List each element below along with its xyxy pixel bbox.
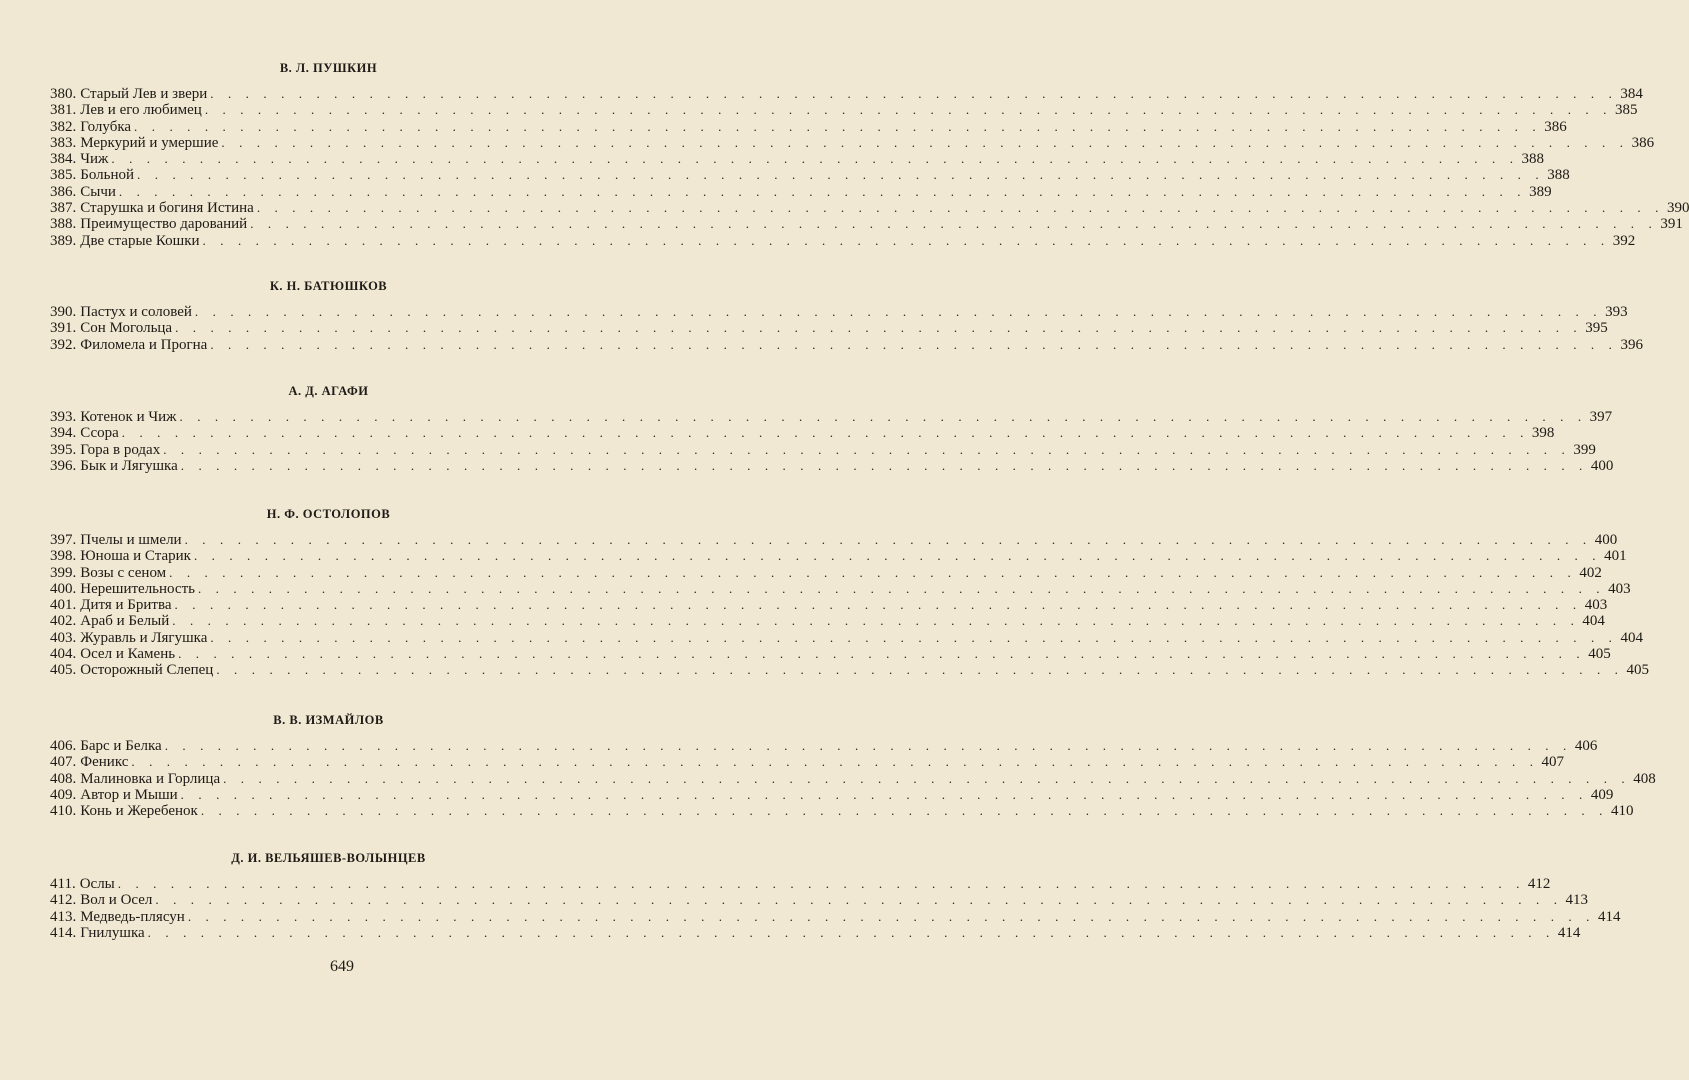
entry-title: Конь и Жеребенок xyxy=(80,803,198,820)
toc-entry xyxy=(50,738,1598,754)
author-section xyxy=(50,58,1689,249)
entry-page: 404 xyxy=(1582,613,1605,630)
toc-entry xyxy=(50,924,1581,941)
entry-page: 403 xyxy=(1584,597,1608,614)
entry-title: Бык и Лягушка xyxy=(80,457,178,474)
dot-leader: . . . . . . . . . . . . . . . . . . . . . . . . . . . . . . . . . . . . . . . . . . . . . . . . . . . . . . . . . . . . . . . . . . . . . . . . . . . . . . . . xyxy=(187,908,1595,924)
entry-number: 400. xyxy=(50,580,77,597)
dot-leader: . . . . . . . . . . . . . . . . . . . . . . . . . . . . . . . . . . . . . . . . . . . . . . . . . . . . . . . . . . . . . . . . . . . . . . . . . . . . . . . . xyxy=(221,134,1629,150)
entry-title: Меркурий и умершие xyxy=(80,134,219,151)
entry-page: 392 xyxy=(1612,232,1636,249)
dot-leader: . . . . . . . . . . . . . . . . . . . . . . . . . . . . . . . . . . . . . . . . . . . . . . . . . . . . . . . . . . . . . . . . . . . . . . . . . . . . . . . . xyxy=(111,151,1519,167)
entry-number: 407. xyxy=(50,754,77,771)
dot-leader: . . . . . . . . . . . . . . . . . . . . . . . . . . . . . . . . . . . . . . . . . . . . . . . . . . . . . . . . . . . . . . . . . . . . . . . . . . . . . . . . xyxy=(179,409,1587,424)
entry-page: 386 xyxy=(1631,134,1655,151)
entry-page: 386 xyxy=(1544,118,1567,135)
dot-leader: . . . . . . . . . . . . . . . . . . . . . . . . . . . . . . . . . . . . . . . . . . . . . . . . . . . . . . . . . . . . . . . . . . . . . . . . . . . . . . . . xyxy=(210,629,1618,645)
entry-page: 413 xyxy=(1565,892,1589,909)
dot-leader: . . . . . . . . . . . . . . . . . . . . . . . . . . . . . . . . . . . . . . . . . . . . . . . . . . . . . . . . . . . . . . . . . . . . . . . . . . . . . . . . xyxy=(202,232,1610,248)
dot-leader: . . . . . . . . . . . . . . . . . . . . . . . . . . . . . . . . . . . . . . . . . . . . . . . . . . . . . . . . . . . . . . . . . . . . . . . . . . . . . . . . xyxy=(250,216,1658,232)
toc-entry xyxy=(50,892,1589,909)
entry-title: Котенок и Чиж xyxy=(80,409,177,425)
toc-entry xyxy=(50,908,1621,925)
entry-number: 385. xyxy=(50,167,77,184)
entry-title: Лев и его любимец xyxy=(80,102,202,119)
entry-page: 389 xyxy=(1529,183,1552,200)
dot-leader: . . . . . . . . . . . . . . . . . . . . . . . . . . . . . . . . . . . . . . . . . . . . . . . . . . . . . . . . . . . . . . . . . . . . . . . . . . . . . . . . xyxy=(194,304,1603,319)
entry-title: Старушка и богиня Истина xyxy=(80,200,254,217)
toc-entry xyxy=(50,409,1613,425)
entry-number: 395. xyxy=(50,441,77,458)
author-heading: В. В. ИЗМАЙЛОВ xyxy=(273,713,384,727)
entry-page: 414 xyxy=(1597,908,1621,925)
dot-leader: . . . . . . . . . . . . . . . . . . . . . . . . . . . . . . . . . . . . . . . . . . . . . . . . . . . . . . . . . . . . . . . . . . . . . . . . . . . . . . . . xyxy=(172,613,1580,629)
entry-page: 388 xyxy=(1547,167,1570,184)
dot-leader: . . . . . . . . . . . . . . . . . . . . . . . . . . . . . . . . . . . . . . . . . . . . . . . . . . . . . . . . . . . . . . . . . . . . . . . . . . . . . . . . xyxy=(137,167,1545,183)
entry-title: Две старые Кошки xyxy=(80,232,200,249)
toc-entry xyxy=(50,216,1683,233)
author-section xyxy=(50,848,1621,941)
dot-leader: . . . . . . . . . . . . . . . . . . . . . . . . . . . . . . . . . . . . . . . . . . . . . . . . . . . . . . . . . . . . . . . . . . . . . . . . . . . . . . . . xyxy=(147,924,1555,940)
toc-entry xyxy=(50,118,1567,135)
entry-number: 398. xyxy=(50,548,77,565)
entry-page: 393 xyxy=(1605,304,1628,320)
entry-number: 391. xyxy=(50,320,77,337)
toc-entry xyxy=(50,232,1636,249)
entry-number: 404. xyxy=(50,646,77,663)
entry-page: 391 xyxy=(1660,216,1683,233)
entry-title: Ссора xyxy=(80,425,119,442)
toc-entry xyxy=(50,613,1605,630)
entry-number: 394. xyxy=(50,425,77,442)
toc-entry xyxy=(50,803,1634,820)
dot-leader: . . . . . . . . . . . . . . . . . . . . . . . . . . . . . . . . . . . . . . . . . . . . . . . . . . . . . . . . . . . . . . . . . . . . . . . . . . . . . . . . xyxy=(204,102,1612,118)
entry-page: 384 xyxy=(1620,86,1643,102)
toc-entry xyxy=(50,86,1643,102)
toc-entry xyxy=(50,597,1608,614)
entry-page: 404 xyxy=(1620,629,1644,646)
dot-leader: . . . . . . . . . . . . . . . . . . . . . . . . . . . . . . . . . . . . . . . . . . . . . . . . . . . . . . . . . . . . . . . . . . . . . . . . . . . . . . . . xyxy=(216,662,1624,678)
dot-leader: . . . . . . . . . . . . . . . . . . . . . . . . . . . . . . . . . . . . . . . . . . . . . . . . . . . . . . . . . . . . . . . . . . . . . . . . . . . . . . . . xyxy=(193,548,1602,564)
dot-leader: . . . . . . . . . . . . . . . . . . . . . . . . . . . . . . . . . . . . . . . . . . . . . . . . . . . . . . . . . . . . . . . . . . . . . . . . . . . . . . . . xyxy=(117,876,1525,891)
entry-title: Пчелы и шмели xyxy=(80,532,182,548)
author-section xyxy=(50,710,1656,820)
entry-page: 395 xyxy=(1585,320,1608,337)
toc-entry xyxy=(50,564,1602,581)
entry-number: 396. xyxy=(50,457,77,474)
entry-title: Пастух и соловей xyxy=(80,304,192,320)
entry-number: 414. xyxy=(50,924,77,941)
dot-leader: . . . . . . . . . . . . . . . . . . . . . . . . . . . . . . . . . . . . . . . . . . . . . . . . . . . . . . . . . . . . . . . . . . . . . . . . . . . . . . . . xyxy=(184,532,1592,547)
entry-number: 399. xyxy=(50,564,77,581)
dot-leader: . . . . . . . . . . . . . . . . . . . . . . . . . . . . . . . . . . . . . . . . . . . . . . . . . . . . . . . . . . . . . . . . . . . . . . . . . . . . . . . . xyxy=(175,320,1583,336)
dot-leader: . . . . . . . . . . . . . . . . . . . . . . . . . . . . . . . . . . . . . . . . . . . . . . . . . . . . . . . . . . . . . . . . . . . . . . . . . . . . . . . . xyxy=(163,441,1571,457)
entry-page: 400 xyxy=(1590,457,1614,474)
dot-leader: . . . . . . . . . . . . . . . . . . . . . . . . . . . . . . . . . . . . . . . . . . . . . . . . . . . . . . . . . . . . . . . . . . . . . . . . . . . . . . . . xyxy=(223,770,1631,786)
entry-title: Гнилушка xyxy=(80,924,145,941)
entry-page: 399 xyxy=(1573,441,1596,458)
dot-leader: . . . . . . . . . . . . . . . . . . . . . . . . . . . . . . . . . . . . . . . . . . . . . . . . . . . . . . . . . . . . . . . . . . . . . . . . . . . . . . . . xyxy=(118,183,1527,199)
toc-entry xyxy=(50,336,1643,353)
dot-leader: . . . . . . . . . . . . . . . . . . . . . . . . . . . . . . . . . . . . . . . . . . . . . . . . . . . . . . . . . . . . . . . . . . . . . . . . . . . . . . . . xyxy=(180,786,1588,802)
dot-leader: . . . . . . . . . . . . . . . . . . . . . . . . . . . . . . . . . . . . . . . . . . . . . . . . . . . . . . . . . . . . . . . . . . . . . . . . . . . . . . . . xyxy=(200,803,1608,819)
entry-number: 382. xyxy=(50,118,77,135)
entry-number: 408. xyxy=(50,770,77,787)
entry-title: Юноша и Старик xyxy=(80,548,191,565)
entry-page: 390 xyxy=(1666,200,1689,217)
entry-title: Феникс xyxy=(80,754,129,771)
entry-title: Араб и Белый xyxy=(80,613,170,630)
entry-page: 401 xyxy=(1604,548,1627,565)
entry-page: 408 xyxy=(1633,770,1656,787)
toc-entry xyxy=(50,548,1627,565)
toc-entry xyxy=(50,425,1555,442)
entry-number: 411. xyxy=(50,876,76,892)
entry-number: 402. xyxy=(50,613,77,630)
dot-leader: . . . . . . . . . . . . . . . . . . . . . . . . . . . . . . . . . . . . . . . . . . . . . . . . . . . . . . . . . . . . . . . . . . . . . . . . . . . . . . . . xyxy=(155,892,1563,908)
entry-page: 400 xyxy=(1594,532,1618,548)
entry-page: 388 xyxy=(1521,151,1545,168)
entry-number: 381. xyxy=(50,102,77,119)
entry-title: Сычи xyxy=(80,183,116,200)
dot-leader: . . . . . . . . . . . . . . . . . . . . . . . . . . . . . . . . . . . . . . . . . . . . . . . . . . . . . . . . . . . . . . . . . . . . . . . . . . . . . . . . xyxy=(197,580,1606,596)
entry-number: 387. xyxy=(50,200,77,217)
entry-title: Возы с сеном xyxy=(80,564,167,581)
entry-number: 412. xyxy=(50,892,77,909)
toc-entry xyxy=(50,662,1649,679)
entry-title: Осел и Камень xyxy=(80,646,176,663)
entry-title: Ослы xyxy=(79,876,115,892)
author-heading: К. Н. БАТЮШКОВ xyxy=(269,279,388,293)
entry-title: Автор и Мыши xyxy=(80,786,178,803)
entry-number: 409. xyxy=(50,786,77,803)
dot-leader: . . . . . . . . . . . . . . . . . . . . . . . . . . . . . . . . . . . . . . . . . . . . . . . . . . . . . . . . . . . . . . . . . . . . . . . . . . . . . . . . xyxy=(121,425,1529,441)
entry-number: 401. xyxy=(50,597,77,614)
toc-entry xyxy=(50,646,1611,663)
toc-entry xyxy=(50,532,1618,548)
toc-entry xyxy=(50,151,1545,168)
author-section xyxy=(50,276,1643,353)
entry-number: 393. xyxy=(50,409,77,425)
entry-title: Малиновка и Горлица xyxy=(80,770,221,787)
entry-number: 413. xyxy=(50,908,77,925)
author-heading: Н. Ф. ОСТОЛОПОВ xyxy=(266,507,391,521)
entry-title: Барс и Белка xyxy=(80,738,162,754)
dot-leader: . . . . . . . . . . . . . . . . . . . . . . . . . . . . . . . . . . . . . . . . . . . . . . . . . . . . . . . . . . . . . . . . . . . . . . . . . . . . . . . . xyxy=(164,738,1572,753)
dot-leader: . . . . . . . . . . . . . . . . . . . . . . . . . . . . . . . . . . . . . . . . . . . . . . . . . . . . . . . . . . . . . . . . . . . . . . . . . . . . . . . . xyxy=(210,86,1618,101)
entry-title: Сон Могольца xyxy=(80,320,173,337)
entry-title: Чиж xyxy=(80,151,109,168)
entry-title: Филомела и Прогна xyxy=(80,336,208,353)
toc-entry xyxy=(50,580,1631,597)
toc-entry xyxy=(50,770,1656,787)
entry-page: 403 xyxy=(1608,580,1631,597)
author-heading: А. Д. АГАФИ xyxy=(288,384,369,398)
entry-title: Журавль и Лягушка xyxy=(80,629,208,646)
entry-title: Нерешительность xyxy=(80,580,195,597)
entry-number: 406. xyxy=(50,738,77,754)
entry-title: Гора в родах xyxy=(80,441,161,458)
entry-title: Вол и Осел xyxy=(80,892,153,909)
entry-page: 412 xyxy=(1527,876,1551,892)
entry-number: 388. xyxy=(50,216,77,233)
entry-title: Осторожный Слепец xyxy=(80,662,214,679)
author-heading: Д. И. ВЕЛЬЯШЕВ-ВОЛЫНЦЕВ xyxy=(231,851,426,865)
entry-number: 390. xyxy=(50,304,77,320)
entry-page: 402 xyxy=(1579,564,1602,581)
author-section xyxy=(50,504,1649,679)
toc-entry xyxy=(50,441,1596,458)
entry-page: 409 xyxy=(1590,786,1614,803)
entry-title: Старый Лев и звери xyxy=(80,86,208,102)
toc-entry xyxy=(50,876,1551,892)
entry-page: 410 xyxy=(1610,803,1634,820)
entry-number: 386. xyxy=(50,183,77,200)
author-heading: В. Л. ПУШКИН xyxy=(279,61,378,75)
entry-page: 405 xyxy=(1626,662,1649,679)
entry-number: 405. xyxy=(50,662,77,679)
page-number: 649 xyxy=(330,958,354,975)
entry-page: 405 xyxy=(1588,646,1611,663)
entry-title: Медведь-плясун xyxy=(80,908,185,925)
author-section xyxy=(50,381,1614,474)
toc-entry xyxy=(50,200,1689,217)
dot-leader: . . . . . . . . . . . . . . . . . . . . . . . . . . . . . . . . . . . . . . . . . . . . . . . . . . . . . . . . . . . . . . . . . . . . . . . . . . . . . . . . xyxy=(134,118,1542,134)
entry-page: 398 xyxy=(1531,425,1555,442)
dot-leader: . . . . . . . . . . . . . . . . . . . . . . . . . . . . . . . . . . . . . . . . . . . . . . . . . . . . . . . . . . . . . . . . . . . . . . . . . . . . . . . . xyxy=(256,200,1664,216)
entry-page: 397 xyxy=(1589,409,1613,425)
toc-entry xyxy=(50,320,1608,337)
entry-page: 414 xyxy=(1557,924,1581,941)
toc-entry xyxy=(50,167,1570,184)
dot-leader: . . . . . . . . . . . . . . . . . . . . . . . . . . . . . . . . . . . . . . . . . . . . . . . . . . . . . . . . . . . . . . . . . . . . . . . . . . . . . . . . xyxy=(180,457,1588,473)
entry-page: 385 xyxy=(1614,102,1638,119)
toc-entry xyxy=(50,629,1644,646)
dot-leader: . . . . . . . . . . . . . . . . . . . . . . . . . . . . . . . . . . . . . . . . . . . . . . . . . . . . . . . . . . . . . . . . . . . . . . . . . . . . . . . . xyxy=(178,646,1586,662)
entry-page: 396 xyxy=(1620,336,1643,353)
entry-title: Преимущество дарований xyxy=(80,216,248,233)
toc-entry xyxy=(50,754,1565,771)
toc-entry xyxy=(50,134,1655,151)
dot-leader: . . . . . . . . . . . . . . . . . . . . . . . . . . . . . . . . . . . . . . . . . . . . . . . . . . . . . . . . . . . . . . . . . . . . . . . . . . . . . . . . xyxy=(174,597,1582,613)
entry-number: 389. xyxy=(50,232,77,249)
entry-number: 403. xyxy=(50,629,77,646)
entry-number: 410. xyxy=(50,803,77,820)
toc-entry xyxy=(50,304,1628,320)
toc-entry xyxy=(50,102,1638,119)
entry-page: 407 xyxy=(1541,754,1565,771)
entry-number: 380. xyxy=(50,86,77,102)
entry-title: Голубка xyxy=(80,118,132,135)
entry-number: 383. xyxy=(50,134,77,151)
entry-title: Больной xyxy=(80,167,135,184)
entry-number: 384. xyxy=(50,151,77,168)
toc-entry xyxy=(50,457,1614,474)
dot-leader: . . . . . . . . . . . . . . . . . . . . . . . . . . . . . . . . . . . . . . . . . . . . . . . . . . . . . . . . . . . . . . . . . . . . . . . . . . . . . . . . xyxy=(210,336,1618,352)
toc-entry xyxy=(50,183,1552,200)
entry-number: 397. xyxy=(50,532,77,548)
dot-leader: . . . . . . . . . . . . . . . . . . . . . . . . . . . . . . . . . . . . . . . . . . . . . . . . . . . . . . . . . . . . . . . . . . . . . . . . . . . . . . . . xyxy=(169,564,1577,580)
entry-title: Дитя и Бритва xyxy=(80,597,172,614)
toc-entry xyxy=(50,786,1614,803)
dot-leader: . . . . . . . . . . . . . . . . . . . . . . . . . . . . . . . . . . . . . . . . . . . . . . . . . . . . . . . . . . . . . . . . . . . . . . . . . . . . . . . . xyxy=(131,754,1539,770)
entry-number: 392. xyxy=(50,336,77,353)
entry-page: 406 xyxy=(1574,738,1598,754)
